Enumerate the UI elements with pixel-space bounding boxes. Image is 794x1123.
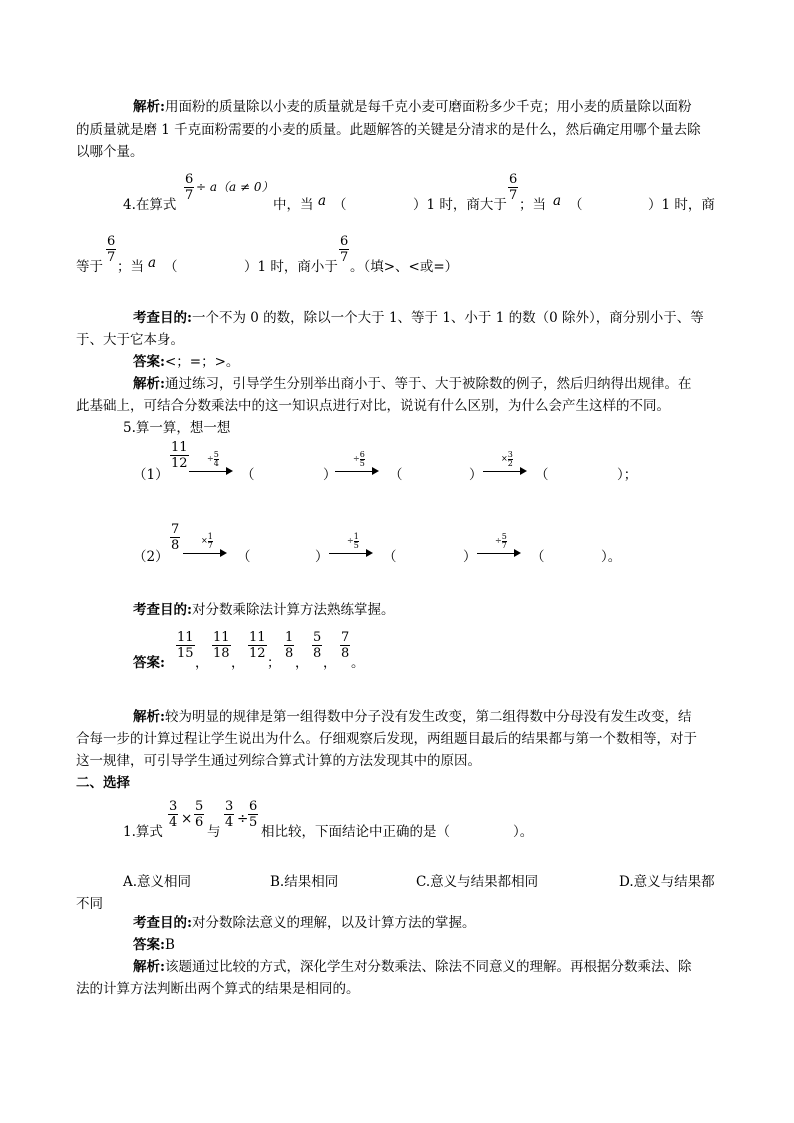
q5-row1-op2-den: 5 [359, 458, 365, 468]
a5-aim-label: 考查目的: [133, 602, 192, 618]
q5-row2-op3-num: 5 [501, 531, 507, 541]
c1-f2 [194, 799, 204, 830]
q5-row1-op3: × [501, 454, 508, 463]
q5-row2-op3-den: 7 [501, 540, 507, 550]
a5-exp-label: 解析: [133, 709, 165, 725]
q4-line2-mid: ；当 [117, 259, 144, 275]
c1-suffix: 相比较，下面结论中正确的是（ [261, 824, 450, 840]
a5-ans-4 [284, 630, 294, 661]
q4-paren-close2: ）1 时，商 [648, 197, 715, 213]
q5-row1-op1-num: 5 [213, 449, 219, 459]
c1-f2-den: 6 [195, 815, 204, 830]
c1-exp-line1 [133, 958, 691, 976]
c1-ans-label: 答案: [133, 937, 165, 953]
a5-ans-3 [248, 630, 267, 661]
a4-aim-line1 [133, 309, 704, 327]
q4-fraction3 [106, 234, 116, 265]
q5-row2-op1-num: 1 [207, 531, 213, 541]
q4-frac3-num: 6 [107, 234, 116, 249]
q4-fraction4 [339, 234, 349, 265]
c1-opt-d: D.意义与结果都 [619, 874, 715, 890]
c1-f4-den: 5 [249, 815, 258, 830]
c1-answer-line [133, 936, 175, 954]
q5-row2 [133, 522, 653, 566]
c1-aim-line [133, 914, 475, 932]
q5-row2-arrow1 [183, 531, 227, 560]
q5-row2-start-den: 8 [171, 538, 180, 553]
q5-row1-op2-frac [360, 451, 365, 468]
c1-opt-a: A.意义相同 [123, 874, 192, 890]
a5-exp-line2: 合每一步的计算过程让学生说出为什么。仔细观察后发现，两组题目最后的结果都与第一个数相等，对于 [76, 731, 697, 747]
c1-f1-den: 4 [169, 815, 178, 830]
a5-ans-3-den: 12 [249, 646, 266, 661]
c1-op1: × [181, 811, 193, 827]
a4-aim-text1: 一个不为 0 的数，除以一个大于 1、等于 1、小于 1 的数（0 除外），商分别小于、等 [191, 310, 704, 326]
q5-row2-open3: （ [531, 549, 545, 565]
a5-ans-1 [176, 630, 195, 661]
q5-row2-arrow2 [329, 531, 373, 560]
a4-ans: <；=；>。 [164, 354, 240, 370]
q4-line2-end: 。（填>、<或=） [350, 259, 459, 275]
c1-with: 与 [207, 824, 221, 840]
a4-ans-label: 答案: [133, 354, 165, 370]
q5-row1-op1-den: 4 [213, 458, 219, 468]
c1-exp-line2: 法的计算方法判断出两个算式的结果是相同的。 [76, 981, 360, 997]
c1-exp-text1: 该题通过比较的方式，深化学生对分数乘法、除法不同意义的理解。再根据分数乘法、除 [164, 959, 692, 975]
a5-ans-6 [340, 630, 350, 661]
q5-row1-op2: ÷ [353, 454, 360, 463]
c1-f3 [224, 799, 234, 830]
q5-row1-open3: （ [535, 467, 549, 483]
c1-f3-den: 4 [225, 815, 234, 830]
q4-var-a1: a [318, 193, 327, 209]
q5-row1-op1: ÷ [207, 454, 214, 463]
c1-opt-d-cont: 不同 [76, 896, 103, 912]
a5-answer-line [133, 628, 433, 670]
a5-aim-line [133, 601, 394, 619]
q5-row2-end: ）。 [601, 549, 622, 565]
q5-row1-arrow2 [335, 449, 379, 478]
q5-row2-arrow3 [477, 531, 521, 560]
q5-row2-op2-frac [354, 533, 359, 550]
p1-line1 [133, 98, 691, 116]
q4-line2-pre: 等于 [76, 259, 103, 275]
a5-ans-2-den: 18 [213, 646, 230, 661]
a5-sep1: ， [195, 655, 209, 671]
q4-paren-close1: ）1 时，商大于 [413, 197, 507, 213]
q5-row2-close1: ） [315, 549, 329, 565]
q4-semi: ；当 [519, 197, 546, 213]
c1-f2-num: 5 [195, 799, 204, 814]
q4-frac3-den: 7 [107, 250, 116, 265]
q5-row1-close1: ） [323, 467, 337, 483]
c1-f3-num: 3 [225, 799, 234, 814]
c1-ans: B [164, 937, 175, 953]
a5-ans-2 [212, 630, 231, 661]
a5-exp-line3: 这一规律，可引导学生通过列综合算式计算的方法发现其中的原因。 [76, 753, 481, 769]
q4-frac2-den: 7 [509, 188, 518, 203]
q5-row1-label: （1） [133, 467, 169, 483]
a5-ans-3-num: 11 [249, 630, 266, 645]
a4-exp-line1 [133, 375, 691, 393]
a5-sep3: ； [267, 655, 281, 671]
q4-paren-open2: （ [569, 197, 583, 213]
a5-ans-6-den: 8 [341, 646, 350, 661]
q4-frac-num: 6 [185, 172, 194, 187]
q4-frac-den: 7 [185, 188, 194, 203]
q4-paren-open3: （ [164, 259, 178, 275]
c1-op2: ÷ [237, 811, 249, 827]
q5-row1-op3-num: 3 [507, 449, 513, 459]
q5-row1 [133, 440, 653, 484]
a5-exp-text1: 较为明显的规律是第一组得数中分子没有发生改变，第二组得数中分母没有发生改变，结 [164, 709, 692, 725]
c1-opt-c: C.意义与结果都相同 [416, 874, 539, 890]
q5-row1-arrow3 [483, 449, 527, 478]
q5-row1-op2-num: 6 [359, 449, 365, 459]
q5-row1-start-den: 12 [171, 456, 188, 471]
q5-row1-op3-den: 2 [507, 458, 513, 468]
q5-row2-op2-num: 1 [353, 531, 359, 541]
a4-answer-line [133, 353, 239, 371]
a4-exp-label: 解析: [133, 376, 165, 392]
a5-ans-1-num: 11 [177, 630, 194, 645]
q4-frac4-num: 6 [340, 234, 349, 249]
a5-sep4: ， [295, 655, 309, 671]
a5-sep2: ， [231, 655, 245, 671]
a5-ans-4-num: 1 [285, 630, 294, 645]
q4-var-a2: a [553, 193, 562, 209]
p1-line3: 以哪个量。 [76, 144, 144, 160]
q5-row1-start [170, 440, 189, 471]
a4-aim-line2: 于、大于它本身。 [76, 332, 184, 348]
q4-fraction [184, 172, 194, 203]
a4-aim-label: 考查目的: [133, 310, 192, 326]
q5-row2-op3: ÷ [495, 536, 502, 545]
c1-question [123, 797, 603, 841]
q5-row2-label: （2） [133, 549, 169, 565]
q4-fraction2 [508, 172, 518, 203]
a4-exp-text1: 通过练习，引导学生分别举出商小于、等于、大于被除数的例子，然后归纳得出规律。在 [164, 376, 692, 392]
q5-row2-op1-frac [208, 533, 213, 550]
section2-title: 二、选择 [76, 775, 130, 791]
c1-aim: 对分数除法意义的理解，以及计算方法的掌握。 [191, 915, 476, 931]
q5-row2-open2: （ [383, 549, 397, 565]
c1-f4-num: 6 [249, 799, 258, 814]
q5-row2-op3-frac [502, 533, 507, 550]
a5-ans-4-den: 8 [285, 646, 294, 661]
q5-row2-op2-den: 5 [353, 540, 359, 550]
q5-row2-close2: ） [463, 549, 477, 565]
q5-title: 5.算一算，想一想 [123, 420, 231, 436]
c1-opt-b: B.结果相同 [270, 874, 339, 890]
a4-exp-line2: 此基础上，可结合分数乘法中的这一知识点进行对比，说说有什么区别，为什么会产生这样的不同。 [76, 398, 670, 414]
a5-exp-line1 [133, 708, 691, 726]
c1-f4 [248, 799, 258, 830]
a5-aim: 对分数乘除法计算方法熟练掌握。 [191, 602, 395, 618]
p1-label: 解析: [133, 99, 165, 115]
q5-row1-op1-frac [214, 451, 219, 468]
a5-ans-label: 答案: [133, 655, 165, 671]
q4-expr: ÷ a（a ≠ 0） [196, 180, 274, 194]
q5-row2-open1: （ [237, 549, 251, 565]
q5-row1-open1: （ [241, 467, 255, 483]
a5-sep5: ， [323, 655, 337, 671]
p1-line2: 的质量就是磨 1 千克面粉需要的小麦的质量。此题解答的关键是分清求的是什么，然后确定用哪个量去除 [76, 122, 701, 138]
q4-prefix: 4.在算式 [123, 197, 177, 213]
a5-ans-2-num: 11 [213, 630, 230, 645]
c1-f1-num: 3 [169, 799, 178, 814]
q4-paren-open1: （ [333, 197, 347, 213]
c1-suffix-end: ）。 [513, 824, 534, 840]
q4-var-a3: a [148, 255, 157, 271]
q5-row1-end: ）； [617, 467, 638, 483]
q5-row2-op1-den: 7 [207, 540, 213, 550]
q5-row1-op3-frac [508, 451, 513, 468]
a5-end: 。 [351, 655, 365, 671]
q5-row1-start-num: 11 [171, 440, 188, 455]
q5-row2-op2: ÷ [347, 536, 354, 545]
q4-frac2-num: 6 [509, 172, 518, 187]
a5-ans-5-den: 8 [313, 646, 322, 661]
a5-ans-1-den: 15 [177, 646, 194, 661]
q5-row2-start-num: 7 [171, 522, 180, 537]
c1-exp-label: 解析: [133, 959, 165, 975]
q5-row2-op1: × [201, 536, 208, 545]
p1-text1: 用面粉的质量除以小麦的质量就是每千克小麦可磨面粉多少千克；用小麦的质量除以面粉 [164, 99, 692, 115]
q5-row1-arrow1 [189, 449, 233, 478]
q4-mid: 中，当 [273, 197, 314, 213]
a5-ans-5-num: 5 [313, 630, 322, 645]
c1-prefix: 1.算式 [123, 824, 163, 840]
q5-row2-start [170, 522, 180, 553]
a5-ans-5 [312, 630, 322, 661]
c1-aim-label: 考查目的: [133, 915, 192, 931]
q4-frac4-den: 7 [340, 250, 349, 265]
q4-line2-close: ）1 时，商小于 [244, 259, 338, 275]
a5-ans-6-num: 7 [341, 630, 350, 645]
q5-row1-close2: ） [469, 467, 483, 483]
c1-f1 [168, 799, 178, 830]
q5-row1-open2: （ [389, 467, 403, 483]
